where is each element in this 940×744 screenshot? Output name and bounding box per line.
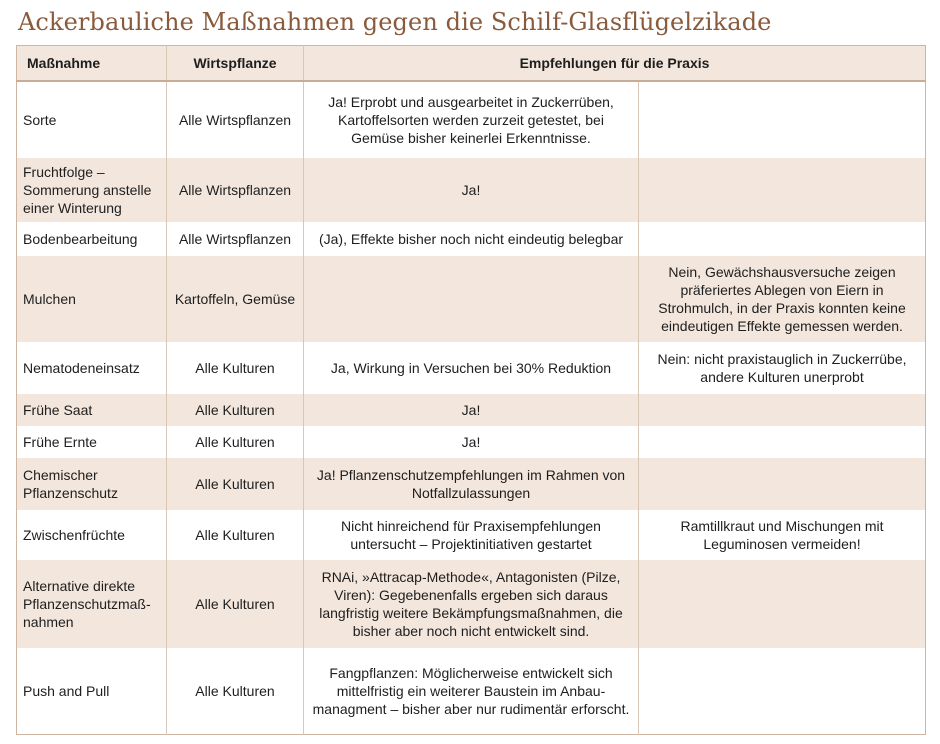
cell-massnahme: Chemischer Pflanzenschutz — [17, 458, 167, 510]
table-row — [17, 426, 926, 458]
cell-empfehlung-nein — [639, 394, 926, 426]
cell-wirtspflanze: Kartoffeln, Gemüse — [167, 256, 304, 342]
cell-massnahme: Zwischenfrüchte — [17, 510, 167, 560]
cell-wirtspflanze: Alle Kulturen — [167, 648, 304, 734]
cell-massnahme: Frühe Saat — [17, 394, 167, 426]
cell-empfehlung-nein — [639, 648, 926, 734]
cell-massnahme: Sorte — [17, 81, 167, 158]
cell-wirtspflanze: Alle Kulturen — [167, 560, 304, 648]
cell-empfehlung-ja: Ja! — [304, 158, 639, 222]
cell-wirtspflanze: Alle Kulturen — [167, 394, 304, 426]
cell-empfehlung-ja: RNAi, »Attracap-Methode«, Antagonisten (Pilze, Viren): Gegebenenfalls ergeben sich daraus langfristig weitere Bekämpfungsmaßnahmen, die bisher aber noch nicht entwickelt sind. — [304, 560, 639, 648]
cell-empfehlung-nein — [639, 560, 926, 648]
cell-massnahme: Bodenbearbeitung — [17, 222, 167, 256]
cell-massnahme: Push and Pull — [17, 648, 167, 734]
cell-empfehlung-nein — [639, 158, 926, 222]
header-wirtspflanze: Wirtspflanze — [167, 46, 304, 82]
cell-massnahme: Mulchen — [17, 256, 167, 342]
table-row — [17, 81, 926, 158]
cell-empfehlung-nein: Nein: nicht praxistauglich in Zuckerrübe, andere Kulturen unerprobt — [639, 342, 926, 394]
header-row — [17, 46, 926, 82]
table-row — [17, 394, 926, 426]
cell-empfehlung-nein — [639, 426, 926, 458]
cell-empfehlung-ja: Ja! — [304, 394, 639, 426]
cell-massnahme: Nematodeneinsatz — [17, 342, 167, 394]
cell-wirtspflanze: Alle Wirtspflanzen — [167, 222, 304, 256]
page-title: Ackerbauliche Maßnahmen gegen die Schilf-Glasflügelzikade — [18, 8, 772, 36]
cell-massnahme: Fruchtfolge – Sommerung anstelle einer Winterung — [17, 158, 167, 222]
table-row — [17, 648, 926, 734]
cell-empfehlung-ja: Ja, Wirkung in Versuchen bei 30% Reduktion — [304, 342, 639, 394]
table-row — [17, 458, 926, 510]
table-row — [17, 158, 926, 222]
cell-empfehlung-ja: Ja! Erprobt und ausgearbeitet in Zuckerrüben, Kartoffelsorten werden zurzeit getestet, bei Gemüse bisher keinerlei Erkenntnisse. — [304, 81, 639, 158]
cell-massnahme: Alternative direkte Pflanzenschutzmaßnahmen — [17, 560, 167, 648]
cell-wirtspflanze: Alle Kulturen — [167, 510, 304, 560]
table-row — [17, 342, 926, 394]
cell-wirtspflanze: Alle Wirtspflanzen — [167, 158, 304, 222]
table-row — [17, 222, 926, 256]
cell-empfehlung-ja: Fangpflanzen: Möglicherweise entwickelt sich mittelfristig ein weiterer Baustein im Anbaumanagment – bisher aber nur rudimentär erforscht. — [304, 648, 639, 734]
cell-wirtspflanze: Alle Kulturen — [167, 426, 304, 458]
cell-wirtspflanze: Alle Wirtspflanzen — [167, 81, 304, 158]
header-massnahme: Maßnahme — [17, 46, 167, 82]
cell-empfehlung-nein — [639, 222, 926, 256]
table-row — [17, 560, 926, 648]
cell-massnahme: Frühe Ernte — [17, 426, 167, 458]
cell-empfehlung-nein: Ramtillkraut und Mischungen mit Leguminosen vermeiden! — [639, 510, 926, 560]
table-row — [17, 256, 926, 342]
cell-empfehlung-ja — [304, 256, 639, 342]
measures-table — [16, 45, 926, 735]
cell-empfehlung-ja: Ja! — [304, 426, 639, 458]
cell-wirtspflanze: Alle Kulturen — [167, 342, 304, 394]
cell-empfehlung-ja: (Ja), Effekte bisher noch nicht eindeutig belegbar — [304, 222, 639, 256]
header-empfehlungen: Empfehlungen für die Praxis — [304, 46, 926, 82]
table-row — [17, 510, 926, 560]
cell-empfehlung-ja: Nicht hinreichend für Praxisempfehlungen untersucht – Projektinitiativen gestartet — [304, 510, 639, 560]
cell-empfehlung-nein: Nein, Gewächshausversuche zeigen präferiertes Ablegen von Eiern in Strohmulch, in der Praxis konnten keine eindeutigen Effekte gemessen werden. — [639, 256, 926, 342]
cell-wirtspflanze: Alle Kulturen — [167, 458, 304, 510]
cell-empfehlung-ja: Ja! Pflanzenschutzempfehlungen im Rahmen von Notfallzulassungen — [304, 458, 639, 510]
cell-empfehlung-nein — [639, 458, 926, 510]
cell-empfehlung-nein — [639, 81, 926, 158]
